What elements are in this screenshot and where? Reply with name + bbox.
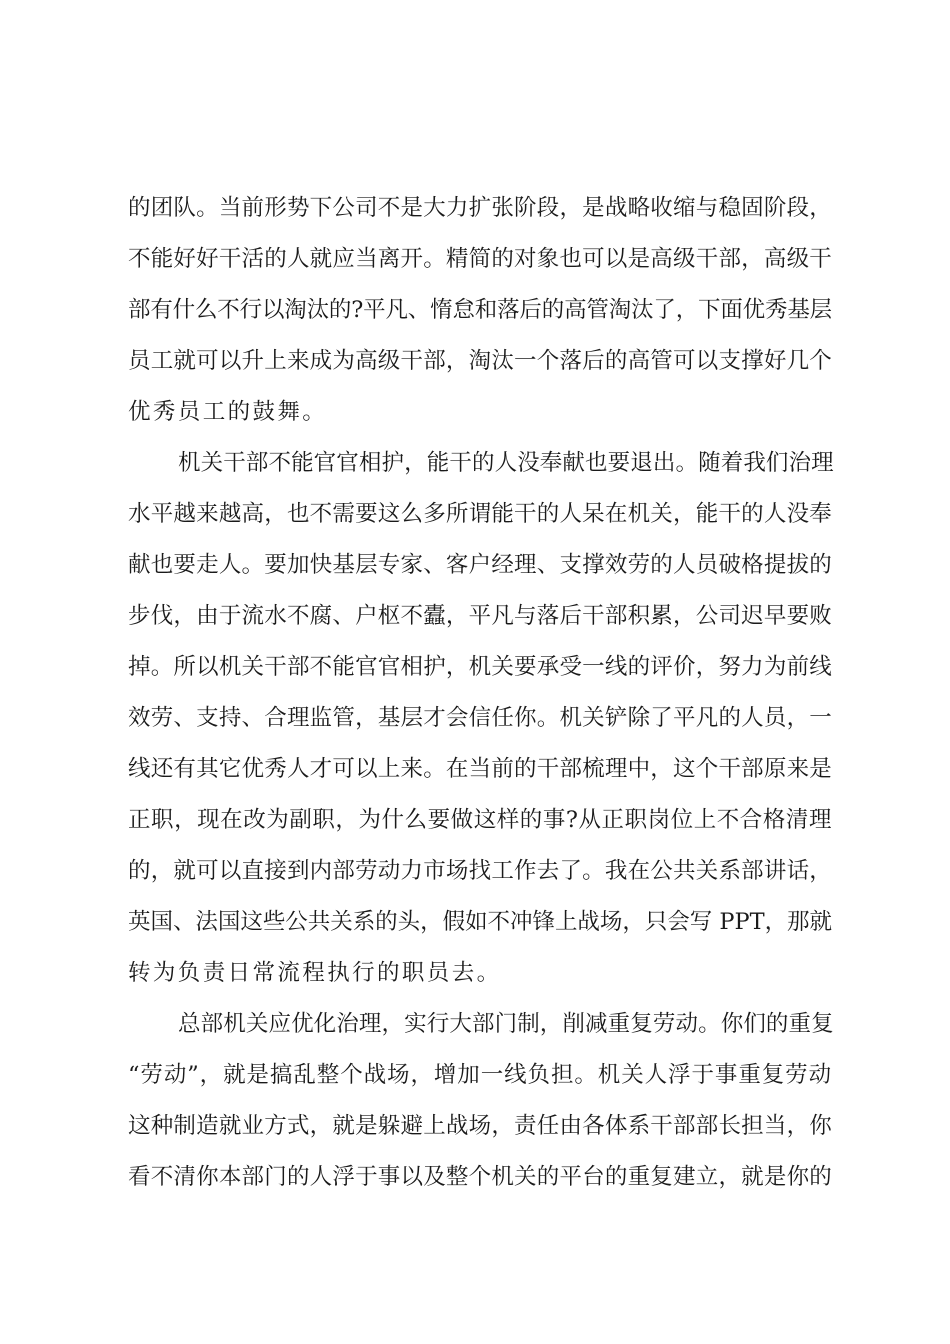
text-line: 步伐，由于流水不腐、户枢不蠹，平凡与落后干部积累，公司迟早要败 xyxy=(128,603,832,629)
document-body xyxy=(128,183,832,1203)
paragraph-3 xyxy=(128,999,832,1203)
text-line: 效劳、支持、合理监管，基层才会信任你。机关铲除了平凡的人员，一 xyxy=(128,705,832,731)
text-line: 优秀员工的鼓舞。 xyxy=(128,399,328,425)
text-line: 不能好好干活的人就应当离开。精简的对象也可以是高级干部，高级干 xyxy=(128,246,832,272)
text-line: “劳动”，就是搞乱整个战场，增加一线负担。机关人浮于事重复劳动 xyxy=(128,1062,832,1088)
text-line: 的，就可以直接到内部劳动力市场找工作去了。我在公共关系部讲话， xyxy=(128,858,832,884)
paragraph-2 xyxy=(128,438,832,999)
text-line: 英国、法国这些公共关系的头，假如不冲锋上战场，只会写 PPT，那就 xyxy=(128,909,832,935)
text-line: 机关干部不能官官相护，能干的人没奉献也要退出。随着我们治理 xyxy=(178,450,832,476)
text-line: 部有什么不行以淘汰的?平凡、惰怠和落后的高管淘汰了，下面优秀基层 xyxy=(128,297,832,323)
text-line: 转为负责日常流程执行的职员去。 xyxy=(128,960,502,986)
text-line: 掉。所以机关干部不能官官相护，机关要承受一线的评价，努力为前线 xyxy=(128,654,832,680)
text-line: 线还有其它优秀人才可以上来。在当前的干部梳理中，这个干部原来是 xyxy=(128,756,832,782)
text-line: 总部机关应优化治理，实行大部门制，削减重复劳动。你们的重复 xyxy=(178,1011,832,1037)
text-line: 水平越来越高，也不需要这么多所谓能干的人呆在机关，能干的人没奉 xyxy=(128,501,832,527)
text-line: 献也要走人。要加快基层专家、客户经理、支撑效劳的人员破格提拔的 xyxy=(128,552,832,578)
text-line: 看不清你本部门的人浮于事以及整个机关的平台的重复建立，就是你的 xyxy=(128,1164,832,1190)
text-line: 的团队。当前形势下公司不是大力扩张阶段，是战略收缩与稳固阶段， xyxy=(128,195,832,221)
text-line: 正职，现在改为副职，为什么要做这样的事?从正职岗位上不合格清理 xyxy=(128,807,832,833)
text-line: 这种制造就业方式，就是躲避上战场，责任由各体系干部部长担当，你 xyxy=(128,1113,832,1139)
text-line: 员工就可以升上来成为高级干部，淘汰一个落后的高管可以支撑好几个 xyxy=(128,348,832,374)
paragraph-1 xyxy=(128,183,832,438)
